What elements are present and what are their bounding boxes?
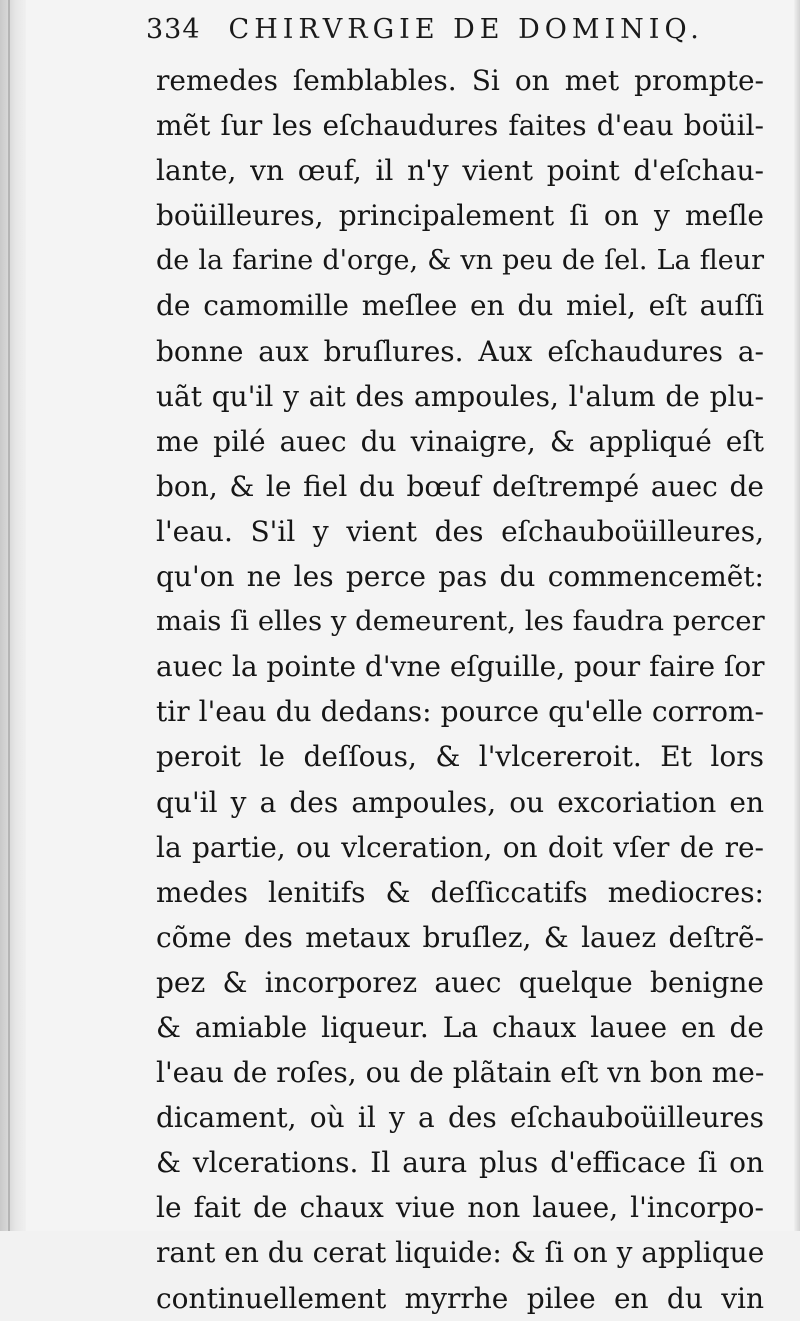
text-line: me pilé auec du vinaigre, & appliqué eſt — [156, 424, 764, 458]
text-line: le fait de chaux viue non lauee, l'incorpo- — [156, 1191, 764, 1225]
text-line: medes lenitifs & deſſiccatifs mediocres: — [156, 875, 764, 909]
running-title: CHIRVRGIE DE DOMINIQ. — [228, 14, 704, 45]
text-line: bon, & le fiel du bœuf deſtrempé auec de — [156, 469, 764, 503]
text-line: la partie, ou vlceration, on doit vſer de re- — [156, 830, 764, 864]
text-line: mais ſi elles y demeurent, les faudra percer — [156, 605, 765, 638]
text-line: de la farine d'orge, & vn peu de ſel. La fleur — [156, 245, 764, 277]
text-line: cõme des metaux bruſlez, & lauez deſtrẽ- — [156, 920, 764, 954]
text-line: remedes ſemblables. Si on met prompte- — [156, 64, 764, 97]
text-line: uãt qu'il y ait des ampoules, l'alum de plu- — [156, 379, 764, 413]
text-line: pez & incorporez auec quelque benigne — [156, 965, 764, 999]
text-line: dicament, où il y a des eſchauboüilleures — [156, 1101, 764, 1135]
text-line: lante, vn œuf, il n'y vient point d'eſchau- — [156, 154, 764, 188]
text-line: auec la pointe d'vne eſguille, pour faire ſor — [156, 650, 765, 684]
text-line: de camomille meſlee en du miel, eſt auſſi — [156, 289, 764, 323]
text-line: qu'il y a des ampoules, ou excoriation en — [156, 785, 764, 819]
text-line: qu'on ne les perce pas du commencemẽt: — [156, 560, 764, 594]
text-line: continuellement myrrhe pilee en du vin — [156, 1281, 764, 1315]
text-line: l'eau. S'il y vient des eſchauboüilleures, — [156, 514, 764, 548]
text-line: tir l'eau du dedans: pource qu'elle corrom- — [156, 695, 764, 729]
page-number: 334 — [146, 14, 201, 45]
text-line: & amiable liqueur. La chaux lauee en de — [156, 1010, 764, 1044]
text-line: rant en du cerat liquide: & ſi on y applique — [156, 1236, 765, 1270]
binding-gutter — [0, 0, 26, 1231]
text-line: l'eau de roſes, ou de plãtain eſt vn bon me- — [156, 1056, 765, 1090]
text-line: & vlcerations. Il aura plus d'efficace ſi on — [156, 1146, 764, 1180]
text-line: bonne aux bruſlures. Aux eſchaudures a- — [156, 334, 764, 368]
text-line: boüilleures, principalement ſi on y meſle — [156, 199, 764, 233]
page-edge-shadow — [794, 0, 800, 1231]
text-line: mẽt ſur les eſchaudures faites d'eau boüil- — [156, 109, 764, 143]
binding-edge-line — [8, 0, 10, 1231]
body-text — [156, 58, 764, 1321]
text-line: peroit le deſſous, & l'vlcereroit. Et lors — [156, 740, 764, 774]
running-head — [146, 14, 704, 45]
